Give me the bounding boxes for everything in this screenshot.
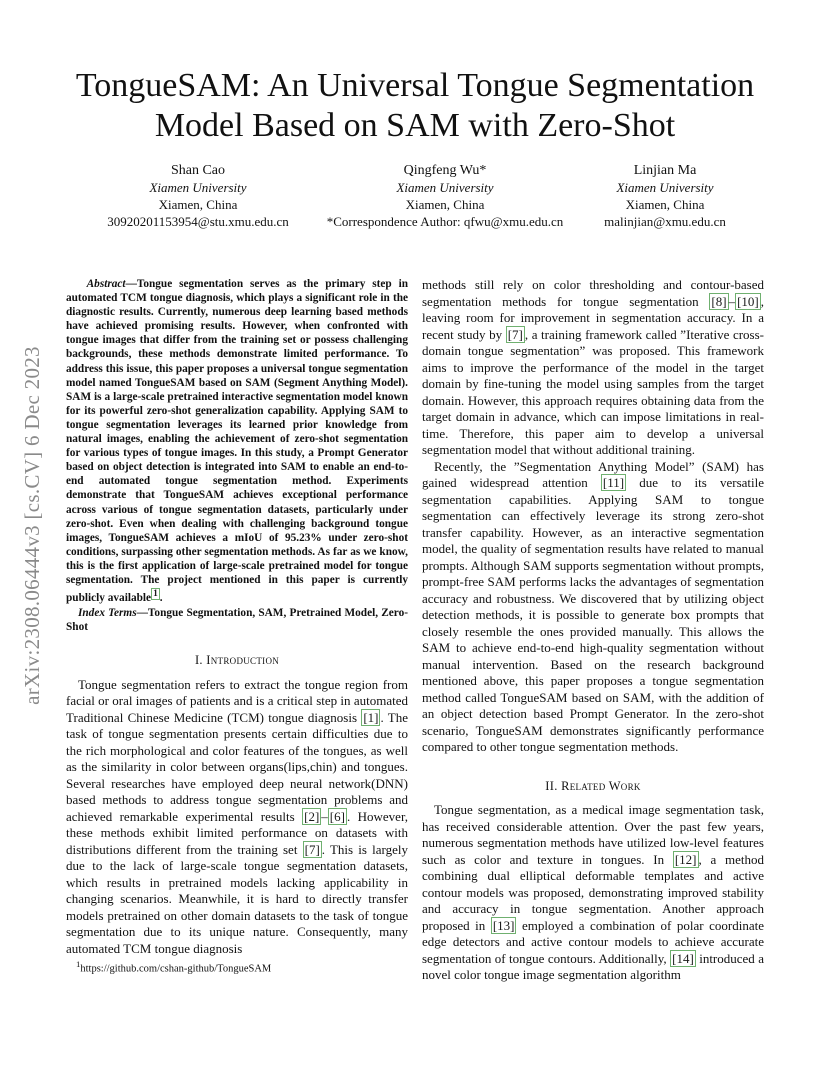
body-paragraph	[422, 459, 764, 756]
author-name: Qingfeng Wu*	[403, 163, 487, 178]
index-terms-text: —Tongue Segmentation, SAM, Pretrained Model, Zero-Shot	[66, 606, 408, 634]
author-name: Linjian Ma	[633, 163, 697, 178]
citation-link[interactable]: [8]	[711, 293, 727, 309]
author-name: Shan Cao	[170, 163, 226, 178]
paragraph-text: . This is largely due to the lack of large-scale tongue segmentation datasets, which results in pretrained models lacking applicability in changing scenarios. Meanwhile, it is hard to directly transfer models pretrained on other domain datasets to the task of tongue segmentation due to its unique nature. Consequently, many automated TCM tongue diagnosis	[66, 841, 408, 956]
author-affiliation: Xiamen University	[396, 180, 494, 195]
paragraph-text: . However, these methods exhibit limited performance on datasets with distributions different from the training set	[66, 808, 409, 857]
footnote-mark: 1	[76, 959, 81, 969]
citation-link[interactable]: [7]	[507, 326, 523, 342]
footnote-link[interactable]: 1	[153, 589, 158, 600]
section-number: I.	[194, 653, 207, 668]
author-email: 30920201153954@stu.xmu.edu.cn	[107, 214, 289, 229]
citation-link[interactable]: [10]	[737, 293, 759, 309]
author-location: Xiamen, China	[405, 197, 485, 212]
right-column	[422, 277, 764, 984]
related-paragraph	[422, 802, 764, 984]
footnote	[76, 958, 271, 976]
author-location: Xiamen, China	[625, 197, 705, 212]
author-affiliation: Xiamen University	[149, 180, 247, 195]
arxiv-watermark	[14, 290, 50, 760]
author-location: Xiamen, China	[158, 197, 238, 212]
citation-link[interactable]: [7]	[304, 841, 320, 857]
arxiv-id[interactable]: arXiv:2308.06444v3 [cs.CV] 6 Dec 2023	[19, 345, 44, 705]
author-block	[0, 162, 828, 232]
citation-link[interactable]: [1]	[363, 709, 379, 725]
abstract-text: —Tongue segmentation serves as the primary step in automated TCM tongue diagnosis, which plays a significant role in the diagnostic results. Currently, numerous deep learning based methods have achieved promising results. However, when confronted with tongue images that differ from the training set or possess challenging backgrounds, these methods demonstrate limited performance. To address this issue, this paper proposes a universal tongue segmentation model named TongueSAM based on SAM (Segment Anything Model). SAM is a large-scale pretrained interactive segmentation model known for its powerful zero-shot generalization capability. Applying SAM to tongue segmentation leverages its learned prior knowledge from natural images, enabling the achievement of zero-shot segmentation for various types of tongue images. In this study, a Prompt Generator based on object detection is integrated into SAM to enable an end-to-end automated tongue segmentation method. Experiments demonstrate that TongueSAM achieves exceptional performance across various of tongue segmentation datasets, particularly under zero-shot. Even when dealing with challenging background tongue images, TongueSAM achieves a mIoU of 95.23% under zero-shot conditions, surpassing other segmentation methods. As far as we know, this is the first application of large-scale pretrained model for tongue segmentation. The project mentioned in this paper is currently publicly available	[66, 278, 408, 604]
citation-link[interactable]: [11]	[602, 475, 625, 490]
section-heading-related-work	[422, 778, 764, 795]
citation-link[interactable]: [2]	[304, 808, 320, 824]
paragraph-text: employed a combination of polar coordinate edge detectors and active contour models to achieve accurate segmentation of tongue contours. Additionally,	[422, 917, 764, 966]
paragraph-text: introduced a novel color tongue image segmentation algorithm	[422, 950, 765, 982]
paragraph-text: Tongue segmentation refers to extract the tongue region from facial or oral images of patients and is a critical step in automated Traditional Chinese Medicine (TCM) tongue diagnosis	[66, 676, 408, 725]
footnote-url[interactable]: https://github.com/cshan-github/TongueSAM	[80, 963, 272, 975]
paragraph-text: , a method combining dual elliptical deformable templates and active contour models was proposed, demonstrating improved stability and accuracy in tongue segmentation. Another approach proposed in	[422, 851, 765, 933]
abstract-label: Abstract	[86, 278, 126, 290]
paragraph-text: . The task of tongue segmentation presents certain difficulties due to the rich morphological and color features of the tongues, as well as the similarity in color between organs(lips,chin) and tongues. Several researches have employed deep neural network(DNN) based methods to address tongue segmentation problems and achieved remarkable experimental results	[66, 709, 408, 824]
paragraph-text: methods still rely on color thresholding and contour-based segmentation methods for tongue segmentation	[422, 277, 764, 309]
index-terms	[66, 606, 408, 634]
author-3	[515, 162, 815, 230]
citation-link[interactable]: [6]	[329, 808, 345, 824]
abstract	[66, 277, 408, 605]
author-email: malinjian@xmu.edu.cn	[604, 214, 726, 229]
author-affiliation: Xiamen University	[616, 180, 714, 195]
citation-link[interactable]: [12]	[674, 851, 697, 867]
section-title: Introduction	[206, 653, 280, 668]
paragraph-text: , a training framework called ”Iterative cross-domain tongue segmentation” was proposed. This framework aims to improve the performance of the model in the target domain by fine-tuning the model using samples from the target domain. However, this approach requires obtaining data from the target domain in advance, which can impose limitations in real-time. Therefore, this paper aim to develop a universal segmentation model that without additional training.	[422, 326, 765, 457]
paragraph-text: Tongue segmentation, as a medical image segmentation task, has received considerable attention. Over the past few years, numerous segmentation methods have utilized low-level features such as color and texture in tongues. In	[422, 802, 764, 867]
section-number: II.	[545, 778, 562, 793]
intro-paragraph	[66, 677, 408, 958]
index-terms-label: Index Terms	[78, 606, 137, 619]
abstract-end: .	[159, 591, 163, 604]
body-paragraph	[422, 277, 764, 459]
section-heading-introduction	[66, 652, 408, 669]
paragraph-text: due to its versatile segmentation capabilities. Applying SAM to tongue segmentation can effectively leverage its strong zero-shot transfer capability. However, as an interactive segmentation model, the quality of segmentation results have related to manual prompts. Although SAM supports segmentation without prompts, prompt-free SAM performs lacks the advantages of segmentation accuracy and robustness. We discovered that by utilizing object detection methods, it is possible to generate box prompts that closely resemble the ones provided manually. This allows the SAM to achieve end-to-end high-quality segmentation without manual intervention. Based on the research background mentioned above, this paper proposes a tongue segmentation method called TongueSAM based on SAM, with the addition of an object detection based Prompt Generator. In the zero-shot scenario, TongueSAM demonstrates significantly performance compared to other tongue segmentation methods.	[422, 475, 764, 754]
citation-link[interactable]: [13]	[492, 917, 515, 933]
author-email: *Correspondence Author: qfwu@xmu.edu.cn	[326, 214, 564, 229]
paper-title: TongueSAM: An Universal Tongue Segmentation Model Based on SAM with Zero-Shot	[75, 67, 755, 144]
paragraph-text: Recently, the ”Segmentation Anything Model” (SAM) has gained widespread attention	[422, 458, 764, 490]
paragraph-text: , leaving room for improvement in segmentation accuracy. In a recent study by	[422, 293, 764, 342]
left-column	[66, 277, 408, 957]
paragraph-text: –	[728, 293, 736, 309]
section-title: Related Work	[561, 778, 641, 793]
paragraph-text: –	[321, 808, 328, 824]
citation-link[interactable]: [14]	[672, 950, 694, 966]
